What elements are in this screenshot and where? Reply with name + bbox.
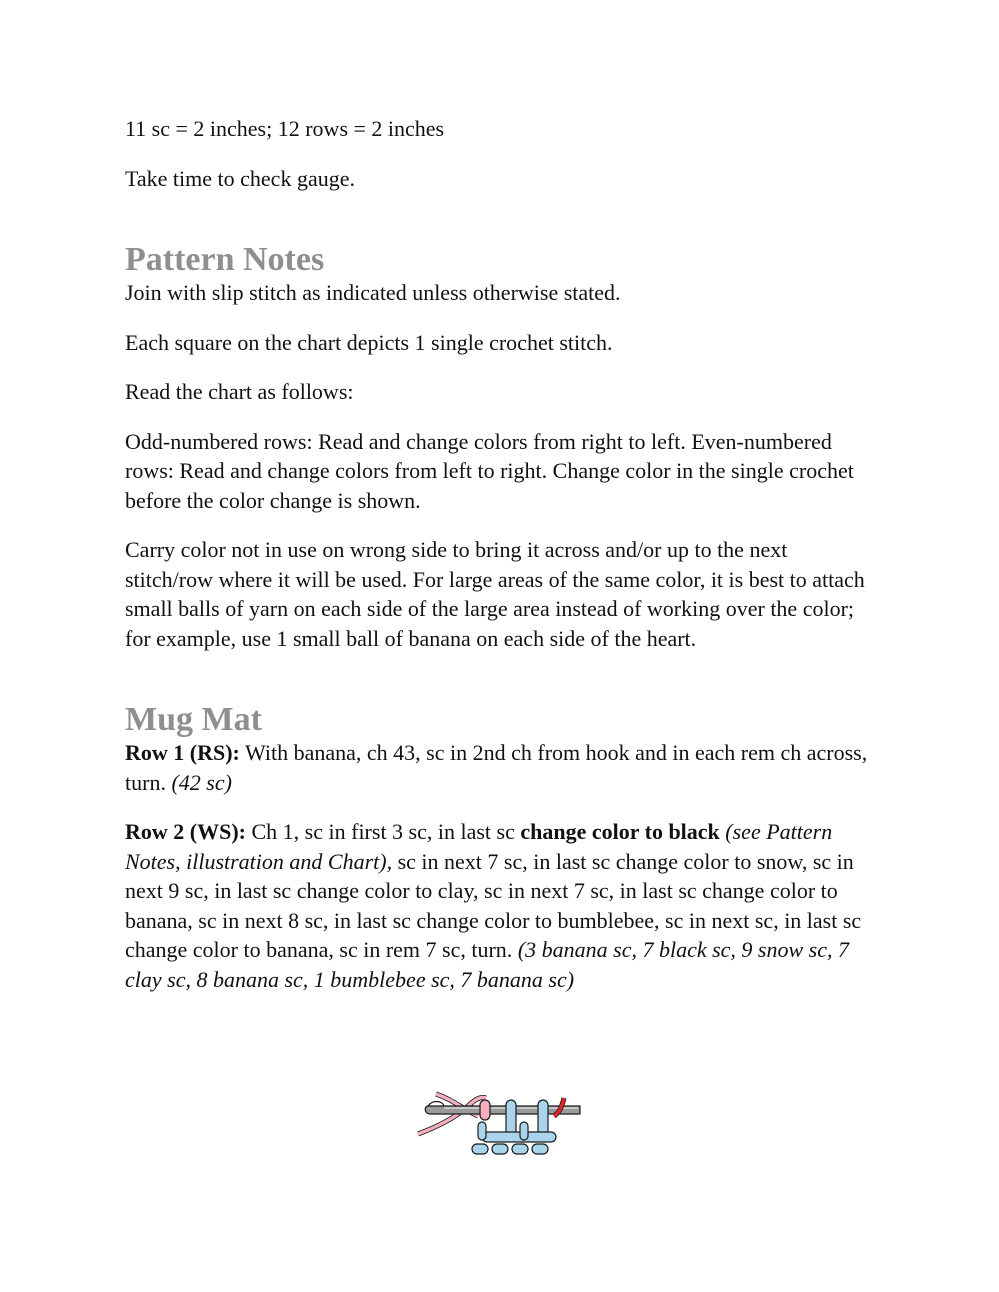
row-2-instruction xyxy=(125,817,875,994)
note-paragraph: Each square on the chart depicts 1 single crochet stitch. xyxy=(125,329,613,355)
note-paragraph: Odd-numbered rows: Read and change colors from right to left. Even-numbered rows: Read and change colors from left to right. Change color in the single crochet before the color change is shown. xyxy=(125,428,854,513)
gauge-line: 11 sc = 2 inches; 12 rows = 2 inches xyxy=(125,116,445,141)
change-color-illustration xyxy=(414,1088,584,1162)
row-1-label: Row 1 (RS): xyxy=(125,740,240,765)
gauge-note: Take time to check gauge. xyxy=(125,165,355,191)
row-1-instruction xyxy=(125,738,875,797)
row-2-reference: (see Pattern Notes, illustration and Chart), xyxy=(125,819,833,874)
row-2-label: Row 2 (WS): xyxy=(125,819,246,844)
row-2-text-a: Ch 1, sc in first 3 sc, in last sc xyxy=(246,819,521,844)
row-1-text: With banana, ch 43, sc in 2nd ch from hook and in each rem ch across, turn. xyxy=(125,740,868,795)
pattern-notes-heading: Pattern Notes xyxy=(125,241,325,278)
row-2-text-b: sc in next 7 sc, in last sc change color to snow, sc in next 9 sc, in last sc change color to clay, sc in next 7 sc, in last sc change color to banana, sc in next 8 sc, in last sc change color to bumblebee, sc in next sc, in last sc change color to banana, sc in rem 7 sc, turn. xyxy=(125,848,862,962)
pink-loop xyxy=(480,1100,490,1120)
note-paragraph: Join with slip stitch as indicated unless otherwise stated. xyxy=(125,280,621,305)
mug-mat-heading: Mug Mat xyxy=(125,701,262,738)
document-page xyxy=(125,114,875,1014)
note-paragraph: Read the chart as follows: xyxy=(125,379,354,404)
row-1-count: (42 sc) xyxy=(171,769,232,795)
row-2-count: (3 banana sc, 7 black sc, 9 snow sc, 7 clay sc, 8 banana sc, 1 bumblebee sc, 7 banana sc) xyxy=(125,937,849,992)
crochet-hook xyxy=(428,1102,444,1107)
row-2-color-change: change color to black xyxy=(520,819,720,844)
note-paragraph: Carry color not in use on wrong side to bring it across and/or up to the next stitch/row where it will be used. For large areas of the same color, it is best to attach small balls of yarn on each side of the large area instead of working over the color; for example, use 1 small ball of banana on each side of the heart. xyxy=(125,537,865,651)
